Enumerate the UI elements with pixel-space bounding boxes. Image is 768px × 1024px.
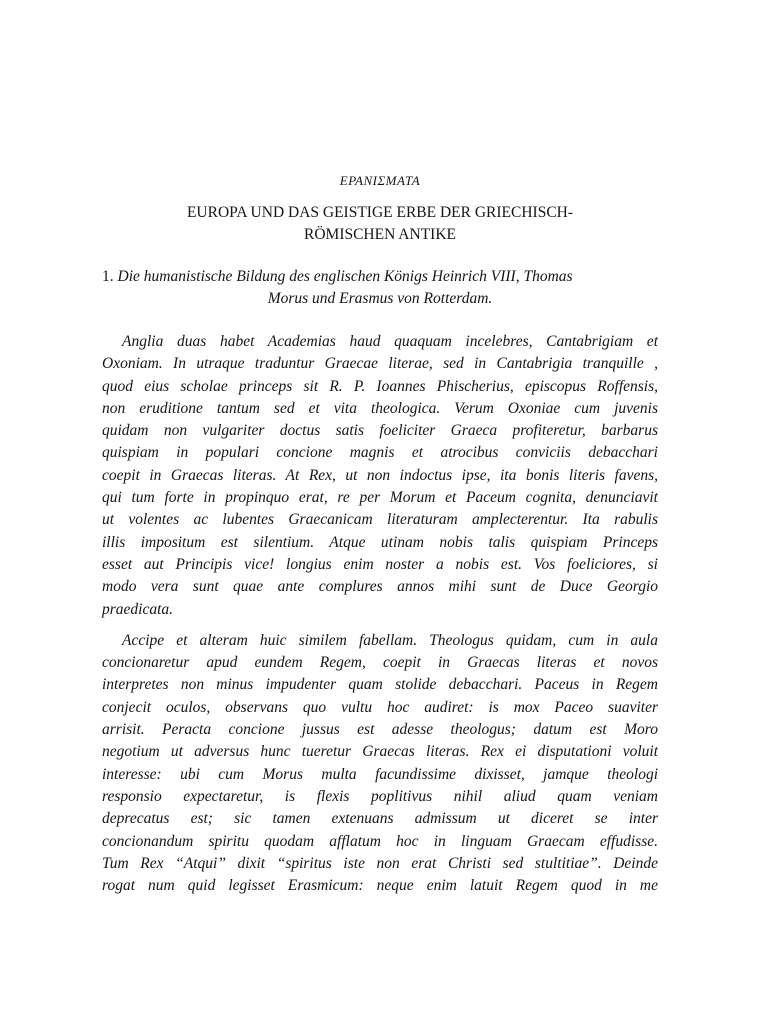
section-title-part-1: Die humanistische Bildung des englischen Königs Heinrich VIII, Thomas: [117, 268, 573, 285]
text-line: interpretes non minus impudenter quam stolide debacchari. Paceus in Regem: [102, 676, 658, 694]
text-line: illis impositum est silentium. Atque utinam nobis talis quispiam Princeps: [102, 533, 658, 551]
section-title-part-2: Morus und Erasmus von Rotterdam.: [267, 290, 493, 307]
text-line: Tum Rex “Atqui” dixit “spiritus iste non erat Christi sed stultitiae”. Deinde: [102, 854, 658, 872]
text-line: Oxoniam. In utraque traduntur Graecae literae, sed in Cantabrigia tranquille ,: [102, 355, 658, 373]
text-line: rogat num quid legisset Erasmicum: neque enim latuit Regem quod in me: [102, 877, 658, 895]
chapter-title-line-2: RÖMISCHEN ANTIKE: [304, 226, 456, 243]
text-line: praedicata.: [102, 600, 174, 618]
text-line: coepit in Graecas literas. At Rex, ut non indoctus ipse, ita bonis literis favens,: [102, 466, 658, 484]
text-line: interesse: ubi cum Morus multa facundissime dixisset, jamque theologi: [102, 765, 658, 783]
text-line: Anglia duas habet Academias haud quaquam incelebres, Cantabrigiam et: [122, 333, 658, 350]
text-line: quod eius scholae princeps sit R. P. Ioannes Phischerius, episcopus Roffensis,: [102, 377, 658, 395]
text-line: concionaretur apud eundem Regem, coepit in Graecas literas et novos: [102, 654, 658, 672]
section-heading-line-1: [102, 266, 658, 288]
chapter-title-line-1: EUROPA UND DAS GEISTIGE ERBE DER GRIECHISCH-: [186, 204, 574, 221]
chapter-title: [102, 202, 658, 246]
text-line: qui tum forte in propinquo erat, re per Morum et Paceum cognita, denunciavit: [102, 489, 658, 507]
text-line: ut volentes ac lubentes Graecanicam literaturam amplecterentur. Ita rabulis: [102, 511, 658, 529]
text-line: concionandum spiritu quodam afflatum hoc in linguam Graecam effudisse.: [102, 832, 658, 850]
text-line: negotium ut adversus hunc tueretur Graecas literas. Rex ei disputationi voluit: [102, 743, 658, 761]
paragraph-1: [102, 331, 658, 621]
section-number: 1.: [102, 268, 114, 285]
book-page: [102, 172, 658, 906]
section-heading: [102, 266, 658, 310]
running-head: ΕΡΑΝΙΣΜΑΤΑ: [339, 173, 421, 188]
text-line: responsio expectaretur, is flexis poplitivus nihil aliud quam veniam: [102, 787, 658, 805]
text-line: quispiam in populari concione magnis et atrocibus conviciis debacchari: [102, 444, 658, 462]
text-line: quidam non vulgariter doctus satis foeliciter Graeca profiteretur, barbarus: [102, 422, 658, 440]
text-line: deprecatus est; sic tamen extenuans admissum ut diceret se inter: [102, 810, 658, 828]
text-line: esset aut Principis vice! longius enim noster a nobis est. Vos foeliciores, si: [102, 555, 658, 573]
text-line: Accipe et alteram huic similem fabellam. Theologus quidam, cum in aula: [122, 631, 658, 649]
text-line: modo vera sunt quae ante complures annos mihi sunt de Duce Georgio: [102, 578, 658, 596]
text-line: arrisit. Peracta concione jussus est adesse theologus; datum est Moro: [102, 721, 658, 739]
text-line: conjecit oculos, observans quo vultu hoc audiret: is mox Paceo suaviter: [102, 698, 658, 716]
paragraph-2: [102, 630, 658, 898]
text-line: non eruditione tantum sed et vita theologica. Verum Oxoniae cum juvenis: [102, 399, 658, 417]
